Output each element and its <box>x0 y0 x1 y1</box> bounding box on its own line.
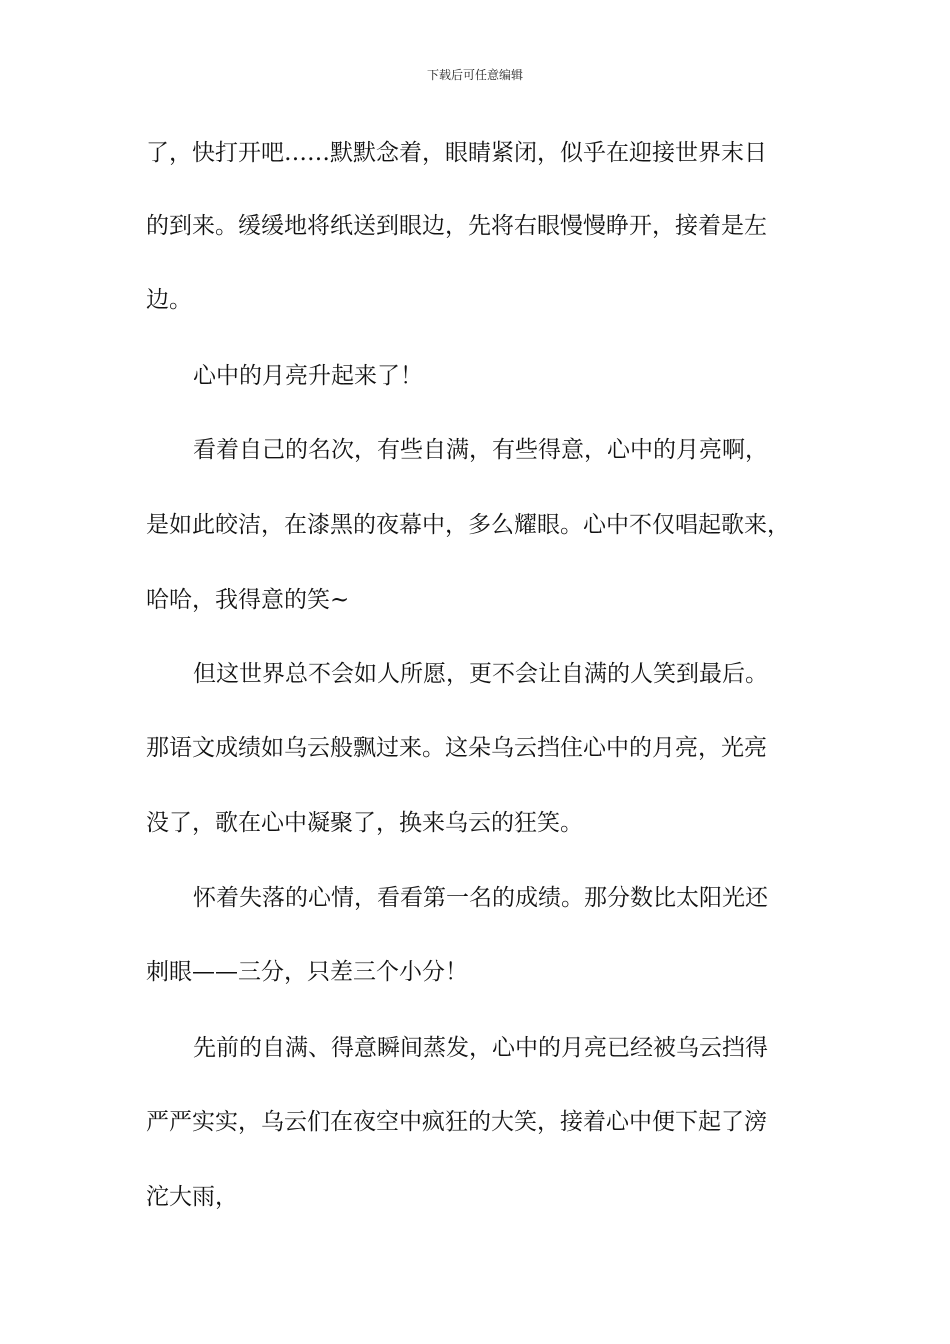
paragraph-start-line: 怀着失落的心情，看看第一名的成绩。那分数比太阳光还 <box>193 885 768 911</box>
text-line: 严严实实，乌云们在夜空中疯狂的大笑，接着心中便下起了滂 <box>146 1109 767 1135</box>
text-line: 哈哈，我得意的笑~ <box>146 587 350 613</box>
paragraph-start-line: 看着自己的名次，有些自满，有些得意，心中的月亮啊， <box>193 437 768 463</box>
text-line: 是如此皎洁，在漆黑的夜幕中，多么耀眼。心中不仅唱起歌来， <box>146 512 790 538</box>
paragraph-start-line: 但这世界总不会如人所愿，更不会让自满的人笑到最后。 <box>193 661 768 687</box>
text-line: 的到来。缓缓地将纸送到眼边，先将右眼慢慢睁开，接着是左 <box>146 213 767 239</box>
text-line: 那语文成绩如乌云般飘过来。这朵乌云挡住心中的月亮，光亮 <box>146 735 767 761</box>
text-line: 刺眼——三分，只差三个小分！ <box>146 959 468 985</box>
text-line: 沱大雨， <box>146 1184 238 1210</box>
paragraph-start-line: 先前的自满、得意瞬间蒸发，心中的月亮已经被乌云挡得 <box>193 1035 768 1061</box>
text-line: 没了，歌在心中凝聚了，换来乌云的狂笑。 <box>146 810 583 836</box>
page-header: 下载后可任意编辑 <box>426 68 523 82</box>
text-line: 边。 <box>146 287 192 313</box>
paragraph-start-line: 心中的月亮升起来了！ <box>193 363 423 389</box>
text-line: 了，快打开吧……默默念着，眼睛紧闭，似乎在迎接世界末日 <box>146 140 767 166</box>
